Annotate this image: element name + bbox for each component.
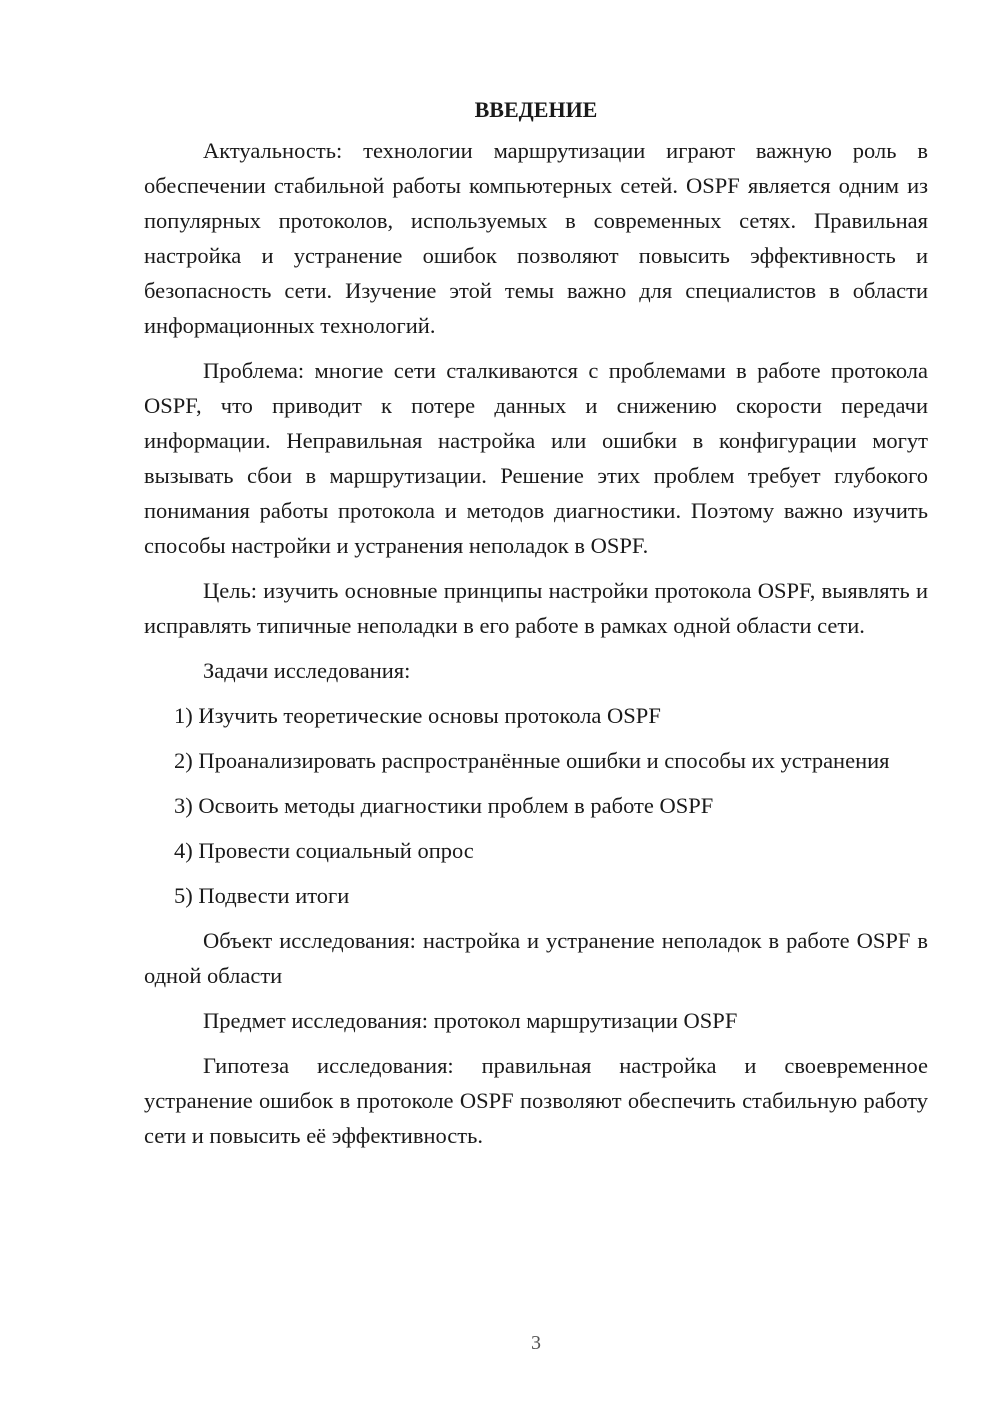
goal-paragraph: Цель: изучить основные принципы настройки протокола OSPF, выявлять и исправлять типичные неполадки в его работе в рамках одной области сети. (144, 578, 928, 638)
task-item: 4) Провести социальный опрос (174, 838, 474, 863)
hypothesis-paragraph: Гипотеза исследования: правильная настройка и своевременное устранение ошибок в протоколе OSPF позволяют обеспечить стабильную работу сети и повысить её эффективность. (144, 1053, 928, 1148)
tasks-heading: Задачи исследования: (203, 658, 411, 683)
page-content (144, 92, 928, 1163)
task-item: 5) Подвести итоги (174, 883, 350, 908)
object-paragraph: Объект исследования: настройка и устранение неполадок в работе OSPF в одной области (144, 928, 928, 988)
subject-paragraph: Предмет исследования: протокол маршрутизации OSPF (203, 1008, 738, 1033)
task-item: 1) Изучить теоретические основы протокола OSPF (174, 703, 661, 728)
page-number: 3 (531, 1332, 541, 1354)
relevance-paragraph: Актуальность: технологии маршрутизации играют важную роль в обеспечении стабильной работы компьютерных сетей. OSPF является одним из популярных протоколов, используемых в современных сетях. Правильная настройка и устранение ошибок позволяют повысить эффективность и безопасность сети. Изучение этой темы важно для специалистов в области информационных технологий. (144, 138, 928, 338)
problem-paragraph: Проблема: многие сети сталкиваются с проблемами в работе протокола OSPF, что приводит к потере данных и снижению скорости передачи информации. Неправильная настройка или ошибки в конфигурации могут вызывать сбои в маршрутизации. Решение этих проблем требует глубокого понимания работы протокола и методов диагностики. Поэтому важно изучить способы настройки и устранения неполадок в OSPF. (144, 358, 928, 558)
task-item: 3) Освоить методы диагностики проблем в работе OSPF (174, 793, 714, 818)
task-item: 2) Проанализировать распространённые ошибки и способы их устранения (174, 748, 890, 773)
section-title: ВВЕДЕНИЕ (474, 97, 598, 122)
